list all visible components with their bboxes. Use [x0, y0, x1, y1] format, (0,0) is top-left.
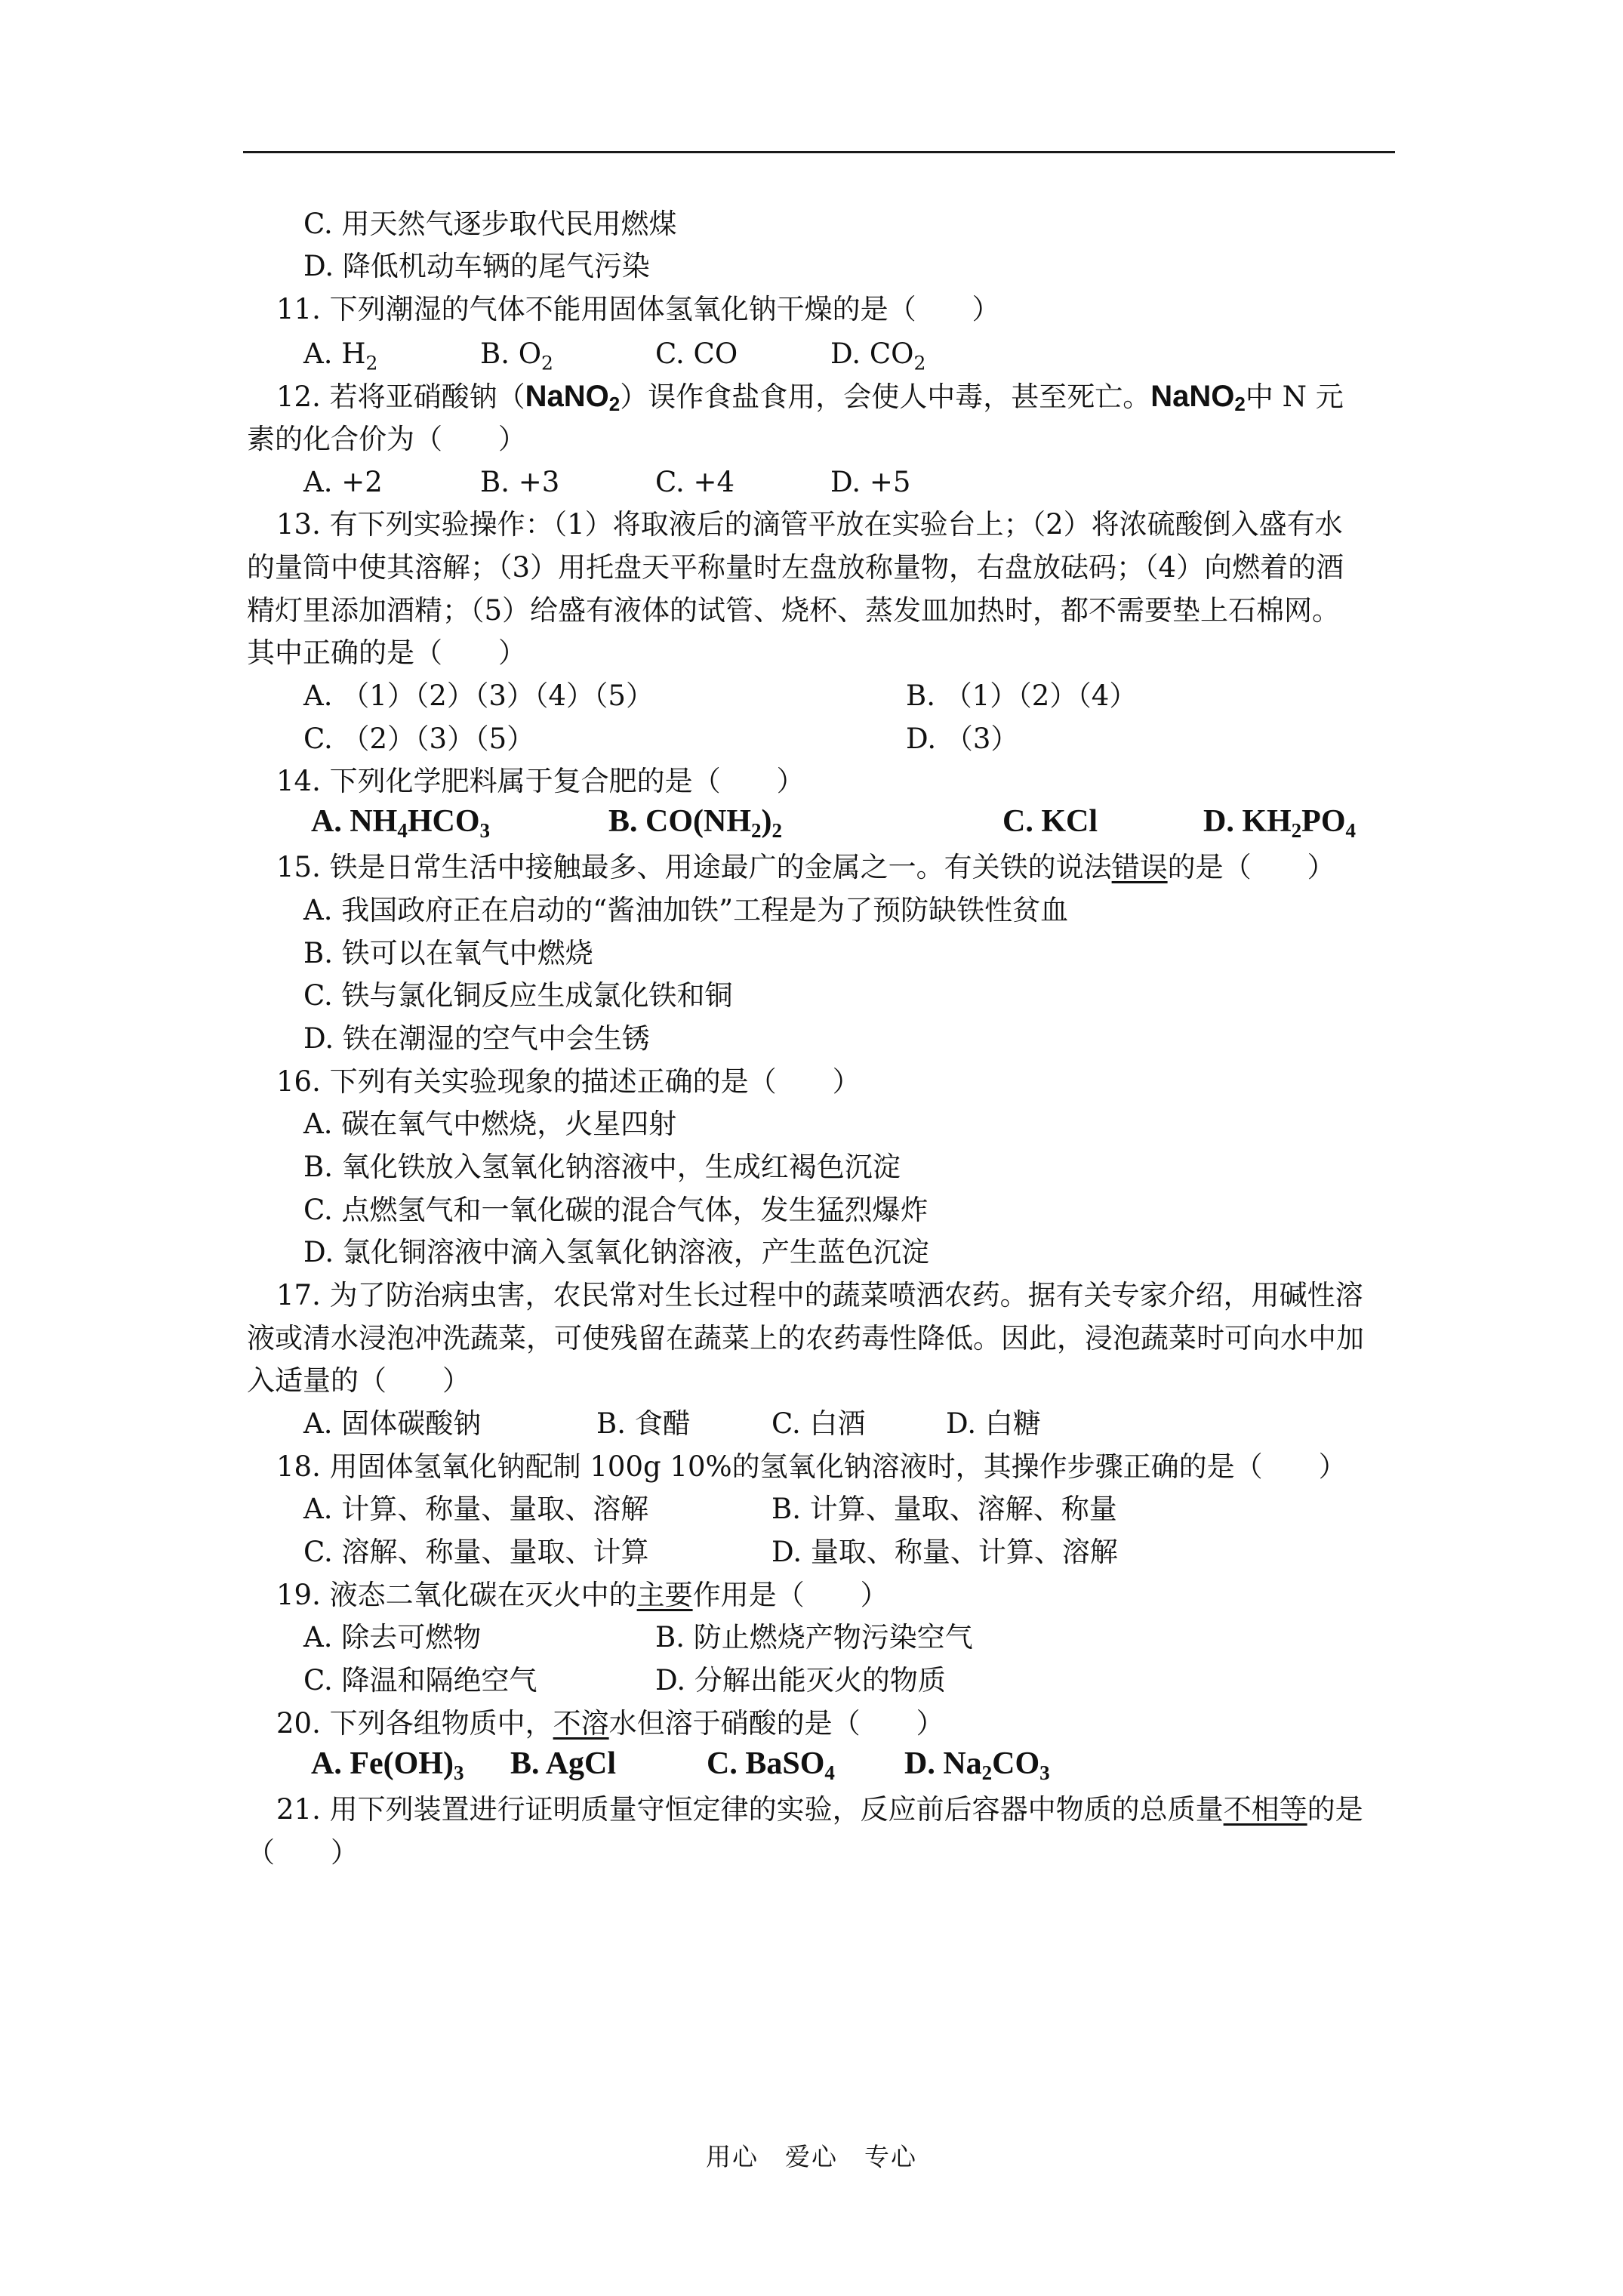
q16-option-d: D. 氯化铜溶液中滴入氢氧化钠溶液，产生蓝色沉淀 — [303, 1236, 929, 1268]
q13-stem-line3: 精灯里添加酒精；（5）给盛有液体的试管、烧杯、蒸发皿加热时，都不需要垫上石棉网。 — [247, 594, 1341, 627]
q19-stem: 19. 液态二氧化碳在灭火中的主要作用是（ ） — [276, 1579, 888, 1611]
q12-formula-repeat: NaNO$_2$ — [1150, 380, 1246, 415]
q15-option-d: D. 铁在潮湿的空气中会生锈 — [303, 1022, 650, 1055]
q16-option-a: A. 碳在氧气中燃烧，火星四射 — [303, 1108, 677, 1140]
q13-option-b: B. （1）（2）（4） — [906, 680, 1138, 712]
q14-stem: 14. 下列化学肥料属于复合肥的是（ ） — [276, 765, 805, 797]
q19-option-a: A. 除去可燃物 — [303, 1621, 482, 1653]
q16-stem: 16. 下列有关实验现象的描述正确的是（ ） — [276, 1065, 861, 1098]
q11-stem: 11. 下列潮湿的气体不能用固体氢氧化钠干燥的是（ ） — [276, 293, 1000, 325]
q19-option-d: D. 分解出能灭火的物质 — [655, 1664, 946, 1697]
q15-option-b: B. 铁可以在氧气中燃烧 — [303, 937, 593, 969]
header-rule — [243, 151, 1395, 153]
q12-option-d: D. +5 — [830, 466, 911, 498]
q13-option-a: A. （1）（2）（3）（4）（5） — [303, 680, 654, 712]
q21-emphasis: 不相等 — [1223, 1793, 1307, 1826]
q14-option-d: D. $KH_2PO_4$ — [1203, 804, 1356, 842]
q19-option-b: B. 防止燃烧产物污染空气 — [655, 1621, 973, 1653]
q12-stem-line1: 12. 若将亚硝酸钠（NaNO$_2$）误作食盐食用，会使人中毒，甚至死亡。NaNO$_2$中 N 元 — [276, 380, 1344, 415]
q17-option-d: D. 白糖 — [946, 1407, 1041, 1440]
q17-option-c: C. 白酒 — [771, 1407, 866, 1440]
q20-stem: 20. 下列各组物质中，不溶水但溶于硝酸的是（ ） — [276, 1707, 944, 1740]
q18-stem: 18. 用固体氢氧化钠配制 100g 10%的氢氧化钠溶液时，其操作步骤正确的是（ ） — [276, 1450, 1347, 1483]
q17-option-b: B. 食醋 — [596, 1407, 691, 1440]
q17-stem-line1: 17. 为了防治病虫害，农民常对生长过程中的蔬菜喷洒农药。据有关专家介绍，用碱性溶 — [276, 1279, 1363, 1311]
page-footer: 用心 爱心 专心 — [706, 2142, 917, 2171]
q19-option-c: C. 降温和隔绝空气 — [303, 1664, 537, 1697]
q17-option-a: A. 固体碳酸钠 — [303, 1407, 482, 1440]
q11-option-b: B. $O_2$ — [480, 337, 553, 374]
q13-option-d: D. （3） — [906, 723, 1019, 755]
q15-emphasis: 错误 — [1111, 851, 1168, 883]
q18-option-d: D. 量取、称量、计算、溶解 — [771, 1536, 1118, 1568]
q19-emphasis: 主要 — [636, 1579, 693, 1611]
q12-option-c: C. +4 — [655, 466, 735, 498]
q12-formula: NaNO$_2$ — [525, 380, 621, 415]
q20-option-c: C. BaSO$_4$ — [707, 1746, 835, 1784]
q10-option-d: D. 降低机动车辆的尾气污染 — [303, 250, 650, 282]
q14-option-b: B. $CO(NH_2)_2$ — [608, 804, 782, 842]
q20-option-a: A. $Fe(OH)_3$ — [311, 1746, 464, 1784]
q11-option-a: A. $H_2$ — [303, 337, 378, 374]
q21-stem-line1: 21. 用下列装置进行证明质量守恒定律的实验，反应前后容器中物质的总质量不相等的是 — [276, 1793, 1363, 1826]
q14-option-c: C. KCl — [1002, 804, 1098, 839]
q20-option-d: D. $Na_2CO_3$ — [904, 1746, 1050, 1784]
q16-option-c: C. 点燃氢气和一氧化碳的混合气体，发生猛烈爆炸 — [303, 1194, 929, 1226]
q12-option-a: A. +2 — [303, 466, 383, 498]
q10-option-c: C. 用天然气逐步取代民用燃煤 — [303, 208, 677, 240]
q11-option-c: C. CO — [655, 337, 738, 370]
q18-option-c: C. 溶解、称量、量取、计算 — [303, 1536, 649, 1568]
q16-option-b: B. 氧化铁放入氢氧化钠溶液中，生成红褐色沉淀 — [303, 1151, 901, 1183]
q15-option-a: A. 我国政府正在启动的“酱油加铁”工程是为了预防缺铁性贫血 — [303, 894, 1069, 926]
q17-stem-line2: 液或清水浸泡冲洗蔬菜，可使残留在蔬菜上的农药毒性降低。因此，浸泡蔬菜时可向水中加 — [247, 1322, 1364, 1354]
q13-stem-line4: 其中正确的是（ ） — [247, 636, 526, 669]
q15-option-c: C. 铁与氯化铜反应生成氯化铁和铜 — [303, 979, 733, 1012]
q13-stem-line2: 的量筒中使其溶解；（3）用托盘天平称量时左盘放称量物，右盘放砝码；（4）向燃着的酒 — [247, 551, 1344, 584]
q18-option-b: B. 计算、量取、溶解、称量 — [771, 1493, 1117, 1525]
q17-stem-line3: 入适量的（ ） — [247, 1364, 470, 1397]
q13-stem-line1: 13. 有下列实验操作：（1）将取液后的滴管平放在实验台上；（2）将浓硫酸倒入盛有水 — [276, 508, 1343, 541]
q11-option-d: D. $CO_2$ — [830, 337, 926, 374]
q20-emphasis: 不溶 — [553, 1707, 609, 1740]
q12-stem-line2: 素的化合价为（ ） — [247, 423, 526, 455]
q13-option-c: C. （2）（3）（5） — [303, 723, 535, 755]
q21-stem-line2: （ ） — [247, 1836, 359, 1869]
q12-option-b: B. +3 — [480, 466, 560, 498]
q14-option-a: A. $NH_4HCO_3$ — [311, 804, 491, 842]
q18-option-a: A. 计算、称量、量取、溶解 — [303, 1493, 649, 1525]
q15-stem: 15. 铁是日常生活中接触最多、用途最广的金属之一。有关铁的说法错误的是（ ） — [276, 851, 1335, 883]
q20-option-b: B. AgCl — [510, 1746, 617, 1781]
